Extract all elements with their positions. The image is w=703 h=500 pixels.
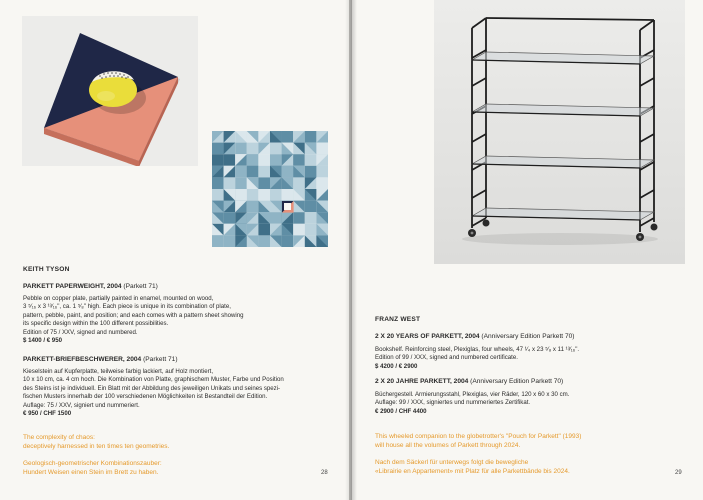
quote-en xyxy=(23,434,169,451)
price: $ 4200 / € 2900 xyxy=(375,362,418,370)
quote-line: «Librairie en Appartement» mit Platz für alle Parkettbände bis 2024. xyxy=(375,467,570,475)
quote-line: will house all the volumes of Parkett through 2024. xyxy=(375,441,521,449)
pattern-tile xyxy=(247,201,259,213)
work-description-en xyxy=(23,295,244,345)
quote-line: deceptively harnessed in ten times ten geometries. xyxy=(23,442,170,450)
paperweight-image xyxy=(22,16,198,166)
work-title-text: 2 X 20 YEARS OF PARKETT, 2004 xyxy=(375,333,480,340)
book-gutter xyxy=(345,0,357,500)
description-line: Auflage: 99 / XXX, signiertes und nummeriertes Zertifikat. xyxy=(375,399,531,407)
work-title-text: 2 X 20 JAHRE PARKETT, 2004 xyxy=(375,378,469,385)
left-page xyxy=(0,0,349,500)
quote-en xyxy=(375,433,581,450)
description-line: Pebble on copper plate, partially painted in enamel, mounted on wood, xyxy=(23,295,214,302)
description-line: pattern, pebble, paint, and position; and each comes with a pattern sheet showing xyxy=(23,311,244,319)
description-line: Edition of 75 / XXV, signed and numbered. xyxy=(23,328,138,336)
pattern-tile xyxy=(212,154,224,166)
description-line: 3 ⁵⁄₁₆ x 3 ¹³⁄₁₆", ca. 1 ⁵⁄₈" high. Each piece is unique in its combination of plate, xyxy=(23,303,231,311)
work-title-en xyxy=(23,283,158,290)
quote-line: Geologisch-geometrischer Kombinationszauber: xyxy=(23,460,162,467)
work-description-de xyxy=(23,368,284,418)
description-line: des Steins ist je individuell. Ein Blatt mit der Abbildung des jeweiligen Unikats und seines spezi- xyxy=(23,384,281,392)
edition-ref: (Anniversary Edition Parkett 70) xyxy=(481,333,575,340)
edition-ref: (Parkett 71) xyxy=(143,356,178,363)
page-number: 29 xyxy=(675,470,682,476)
description-line: fischen Musters innerhalb der 100 verschiedenen Möglichkeiten ist Bestandteil der Edition. xyxy=(23,393,268,401)
quote-line: Hundert Weisen einen Stein im Brett zu haben. xyxy=(23,468,159,476)
description-line: its specific design within the 100 different possibilities. xyxy=(23,320,169,328)
pattern-tile xyxy=(305,131,317,143)
pattern-grid xyxy=(212,131,328,247)
description-line: Edition of 99 / XXX, signed and numbered certificate. xyxy=(375,354,518,362)
quote-de xyxy=(23,460,162,477)
pattern-tile xyxy=(235,177,247,189)
paperweight-photo xyxy=(22,16,198,166)
right-page xyxy=(352,0,703,500)
price: $ 1400 / € 950 xyxy=(23,337,62,345)
pattern-tile xyxy=(235,143,247,155)
pattern-tile xyxy=(235,166,247,178)
pattern-tile xyxy=(258,177,270,189)
pattern-tile xyxy=(305,212,317,224)
edition-ref: (Parkett 71) xyxy=(123,283,158,290)
pattern-tile xyxy=(235,189,247,201)
description-line: Kieselstein auf Kupferplatte, teilweise farbig lackiert, auf Holz montiert, xyxy=(23,368,214,375)
pattern-marker-square xyxy=(284,203,291,210)
work-title-text: PARKETT-BRIEFBESCHWERER, 2004 xyxy=(23,356,142,363)
bookshelf-photo xyxy=(434,0,685,264)
description-line: Auflage: 75 / XXV, signiert und nummeriert. xyxy=(23,401,140,409)
pattern-tile xyxy=(212,189,224,201)
pattern-tile xyxy=(293,177,305,189)
description-line: Bookshelf. Reinforcing steel, Plexiglas, four wheels, 47 ¹⁄₄ x 23 ⁵⁄₈ x 11 ¹³⁄₁₆". xyxy=(375,346,580,353)
pattern-tile xyxy=(247,189,259,201)
work-description-en xyxy=(375,346,579,371)
pattern-tile xyxy=(224,177,236,189)
pattern-tile xyxy=(258,166,270,178)
pattern-tile xyxy=(305,224,317,236)
pattern-tile xyxy=(224,154,236,166)
pattern-tile xyxy=(293,224,305,236)
page-number: 28 xyxy=(321,470,328,476)
bookshelf-image xyxy=(434,0,685,264)
quote-line: Nach dem Säckerl für unterwegs folgt die bewegliche xyxy=(375,459,529,466)
price: € 2900 / CHF 4400 xyxy=(375,407,427,415)
pattern-tile xyxy=(258,189,270,201)
pattern-tile xyxy=(270,212,282,224)
pattern-tile xyxy=(293,154,305,166)
description-line: 10 x 10 cm, ca. 4 cm hoch. Die Kombination von Platte, graphischem Muster, Farbe und Position xyxy=(23,376,284,384)
quote-line: This wheeled companion to the globetrotter's "Pouch for Parkett" (1993) xyxy=(375,433,582,440)
pattern-tile xyxy=(224,212,236,224)
work-title-en xyxy=(375,333,575,340)
pattern-tile xyxy=(224,235,236,247)
artist-name: KEITH TYSON xyxy=(23,266,70,273)
edition-ref: (Anniversary Edition Parkett 70) xyxy=(470,378,564,385)
pattern-sheet-image xyxy=(212,131,328,247)
quote-line: The complexity of chaos: xyxy=(23,434,95,441)
pattern-tile xyxy=(305,154,317,166)
pattern-tile xyxy=(293,212,305,224)
price: € 950 / CHF 1500 xyxy=(23,410,72,418)
work-description-de xyxy=(375,391,569,416)
work-title-de xyxy=(23,356,178,363)
pattern-tile xyxy=(305,201,317,213)
pattern-tile xyxy=(258,224,270,236)
artist-name: FRANZ WEST xyxy=(375,316,421,323)
description-line: Büchergestell. Armierungsstahl, Plexiglas, vier Räder, 120 x 60 x 30 cm. xyxy=(375,391,570,398)
pattern-tile xyxy=(212,143,224,155)
quote-de xyxy=(375,459,570,476)
pattern-tile xyxy=(212,177,224,189)
pattern-tile xyxy=(258,154,270,166)
work-title-de xyxy=(375,378,563,385)
pattern-tile xyxy=(270,154,282,166)
work-title-text: PARKETT PAPERWEIGHT, 2004 xyxy=(23,283,122,290)
